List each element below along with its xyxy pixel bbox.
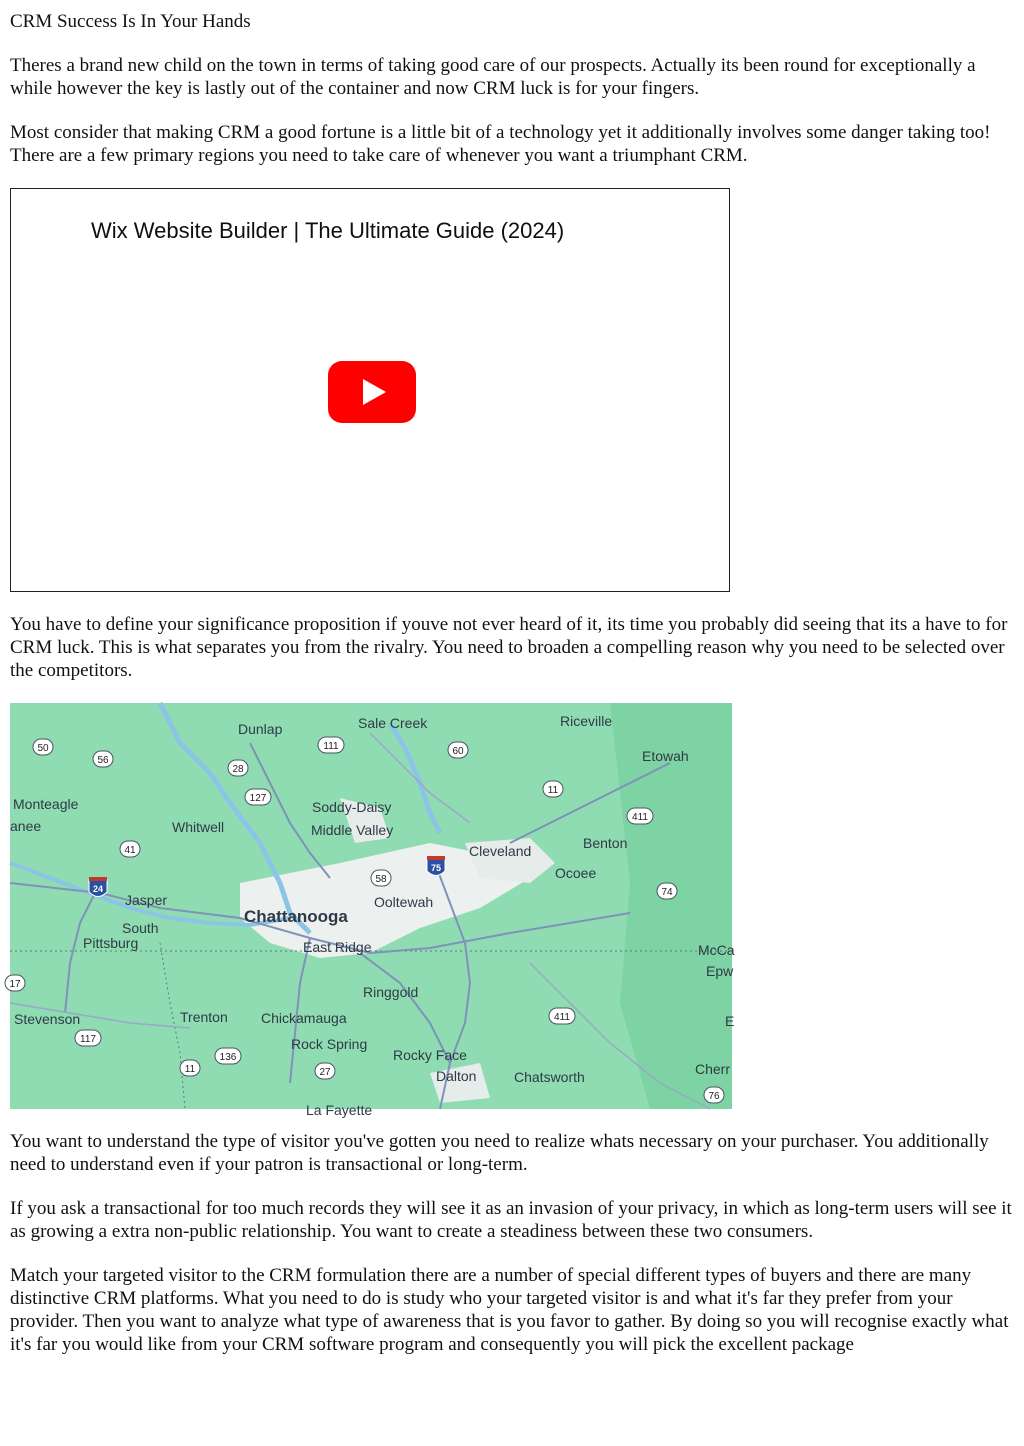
map-route-shield xyxy=(33,739,53,755)
map-city-label: Stevenson xyxy=(14,1011,81,1027)
paragraph: If you ask a transactional for too much records they will see it as an invasion of your privacy, in which as long-term users will see it as growing a extra non-public relationship. You want to create a steadiness between these two consumers. xyxy=(10,1198,1012,1242)
document-page xyxy=(10,10,1016,1377)
map-city-label: Dunlap xyxy=(238,721,283,737)
map-city-label: Riceville xyxy=(560,713,613,729)
paragraph: Match your targeted visitor to the CRM formulation there are a number of special different types of buyers and there are many distinctive CRM platforms. What you need to do is study who your targeted visitor is and what it's far they prefer from your provider. Then you want to analyze what type of awareness that is you favor to gather. By doing so you will recognise exactly what it's far you would like from your CRM software program and consequently you will pick the excellent package xyxy=(10,1265,1009,1355)
map-route-shield xyxy=(215,1048,241,1064)
map-embed[interactable] xyxy=(9,703,735,1118)
map-route-shield xyxy=(627,808,653,824)
map-city-label: Epw xyxy=(706,963,734,979)
map-city-label: Jasper xyxy=(125,892,168,908)
svg-text:411: 411 xyxy=(632,812,648,823)
map-route-shield xyxy=(228,760,248,776)
video-embed[interactable] xyxy=(10,188,730,592)
map-city-label: McCa xyxy=(698,942,735,958)
map-city-label: anee xyxy=(10,818,42,834)
map-route-shield xyxy=(120,841,140,857)
svg-text:76: 76 xyxy=(708,1091,720,1102)
svg-text:24: 24 xyxy=(92,884,104,894)
map-route-shield xyxy=(549,1008,575,1024)
map-city-label: Pittsburg xyxy=(83,935,139,951)
map-route-shield xyxy=(543,781,563,797)
svg-text:50: 50 xyxy=(37,743,49,754)
svg-text:60: 60 xyxy=(452,746,464,757)
map-city-label: Dalton xyxy=(436,1068,477,1084)
map-route-shield xyxy=(657,883,677,899)
map-interstate-shield xyxy=(427,856,445,876)
svg-text:75: 75 xyxy=(430,863,442,873)
svg-text:127: 127 xyxy=(249,793,267,804)
map-canvas[interactable] xyxy=(9,703,735,1118)
youtube-play-icon[interactable] xyxy=(328,361,416,423)
svg-text:27: 27 xyxy=(319,1067,331,1078)
svg-text:17: 17 xyxy=(9,979,21,990)
map-route-shield xyxy=(180,1060,200,1076)
map-city-label: East Ridge xyxy=(303,939,372,955)
map-route-shield xyxy=(5,975,25,991)
map-route-shield xyxy=(93,751,113,767)
map-city-label: Rock Spring xyxy=(291,1036,368,1052)
map-city-label: Chatsworth xyxy=(514,1069,585,1085)
paragraph: You have to define your significance proposition if youve not ever heard of it, its time you probably did seeing that its a have to for CRM luck. This is what separates you from the rivalry. You need to broaden a compelling reason why you need to be selected over the competitors. xyxy=(10,614,1008,681)
map-city-label: E xyxy=(725,1013,735,1029)
map-route-shield xyxy=(704,1087,724,1103)
map-city-label: South xyxy=(122,920,159,936)
video-title[interactable]: Wix Website Builder | The Ultimate Guide (2024) xyxy=(91,218,565,243)
map-route-shield xyxy=(315,1063,335,1079)
map-interstate-shield xyxy=(89,877,107,897)
map-city-label: Middle Valley xyxy=(311,822,394,838)
map-city-label: La Fayette xyxy=(306,1102,373,1118)
map-city-label: Cherr xyxy=(695,1061,731,1077)
map-city-label: Soddy-Daisy xyxy=(312,799,392,815)
map-city-label: Monteagle xyxy=(13,796,79,812)
map-city-label: Chickamauga xyxy=(261,1010,347,1026)
svg-text:58: 58 xyxy=(375,874,387,885)
map-route-shield xyxy=(75,1030,101,1046)
svg-text:111: 111 xyxy=(323,741,339,752)
svg-text:41: 41 xyxy=(124,845,136,856)
map-route-shield xyxy=(448,742,468,758)
map-route-shield xyxy=(318,737,344,753)
svg-text:74: 74 xyxy=(661,887,673,898)
map-city-label: Cleveland xyxy=(469,843,532,859)
map-city-label: Trenton xyxy=(180,1009,228,1025)
svg-text:117: 117 xyxy=(80,1034,96,1045)
svg-text:136: 136 xyxy=(219,1052,237,1063)
svg-text:411: 411 xyxy=(554,1012,570,1023)
paragraph: Theres a brand new child on the town in terms of taking good care of our prospects. Actually its been round for exceptionally a while however the key is lastly out of the container and now CRM luck is for your fingers. xyxy=(10,55,976,99)
map-city-label: Etowah xyxy=(642,748,689,764)
map-route-shield xyxy=(245,789,271,805)
document-title: CRM Success Is In Your Hands xyxy=(10,11,251,32)
svg-text:56: 56 xyxy=(97,755,109,766)
map-city-label: Sale Creek xyxy=(358,715,428,731)
svg-text:28: 28 xyxy=(232,764,244,775)
paragraph: You want to understand the type of visitor you've gotten you need to realize whats necessary on your purchaser. You additionally need to understand even if your patron is transactional or long-term. xyxy=(10,1131,989,1175)
paragraph: Most consider that making CRM a good fortune is a little bit of a technology yet it additionally involves some danger taking too! There are a few primary regions you need to take care of whenever you want a triumphant CRM. xyxy=(10,122,991,166)
map-city-label: Benton xyxy=(583,835,628,851)
map-city-label: Rocky Face xyxy=(393,1047,467,1063)
map-city-label: Ocoee xyxy=(555,865,597,881)
map-city-label: Ooltewah xyxy=(374,894,434,910)
svg-text:11: 11 xyxy=(547,785,559,796)
map-city-label: Ringgold xyxy=(363,984,419,1000)
map-route-shield xyxy=(371,870,391,886)
map-city-label: Whitwell xyxy=(172,819,225,835)
svg-text:11: 11 xyxy=(184,1064,196,1075)
map-city-label: Chattanooga xyxy=(244,907,348,926)
